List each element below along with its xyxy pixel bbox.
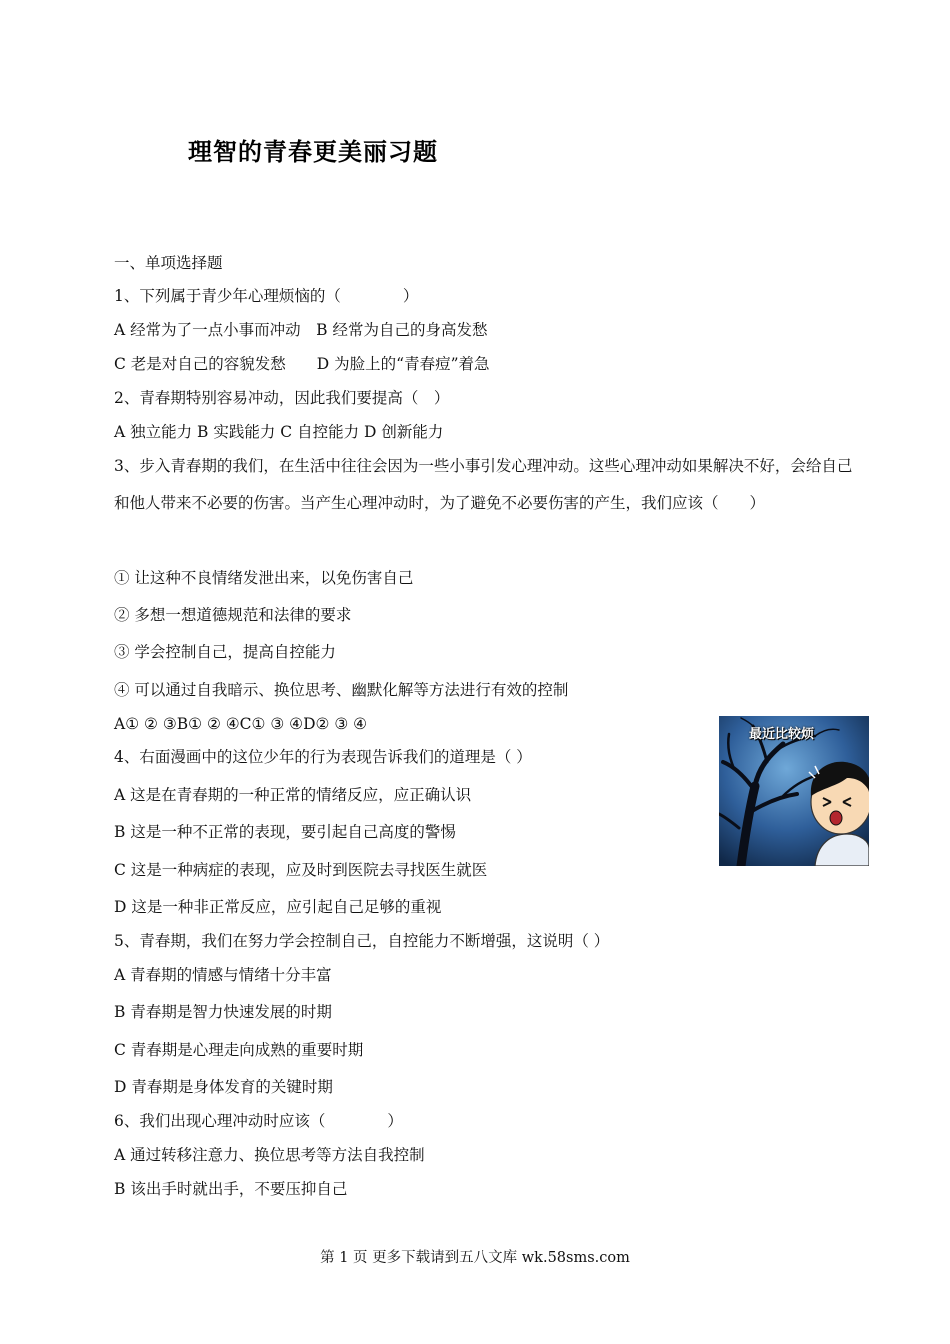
comic-image [719, 716, 869, 866]
question-6-option-a: A 通过转移注意力、换位思考等方法自我控制 [114, 1146, 425, 1164]
question-3-item-3: ③ 学会控制自己，提高自控能力 [114, 643, 336, 661]
question-6-option-b: B 该出手时就出手，不要压抑自己 [114, 1180, 348, 1198]
question-4-option-b: B 这是一种不正常的表现，要引起自己高度的警惕 [114, 823, 456, 841]
question-1-options-ab: A 经常为了一点小事而冲动 B 经常为自己的身高发愁 [114, 321, 488, 339]
question-5-option-d: D 青春期是身体发育的关键时期 [114, 1078, 333, 1096]
question-6-stem: 6、我们出现心理冲动时应该（ ） [114, 1112, 403, 1130]
question-3-item-2: ② 多想一想道德规范和法律的要求 [114, 606, 352, 624]
question-3-options: A① ② ③B① ② ④C① ③ ④D② ③ ④ [114, 715, 368, 733]
question-5-option-c: C 青春期是心理走向成熟的重要时期 [114, 1041, 364, 1059]
question-4-stem: 4、右面漫画中的这位少年的行为表现告诉我们的道理是（ ） [114, 748, 532, 766]
page-footer: 第 1 页 更多下载请到五八文库 wk.58sms.com [320, 1250, 630, 1266]
question-3-item-4: ④ 可以通过自我暗示、换位思考、幽默化解等方法进行有效的控制 [114, 681, 569, 699]
question-2-options: A 独立能力 B 实践能力 C 自控能力 D 创新能力 [114, 423, 444, 441]
question-4-option-a: A 这是在青春期的一种正常的情绪反应，应正确认识 [114, 786, 472, 804]
section-heading: 一、单项选择题 [114, 254, 223, 272]
question-5-option-b: B 青春期是智力快速发展的时期 [114, 1003, 332, 1021]
question-3-stem: 3、步入青春期的我们，在生活中往往会因为一些小事引发心理冲动。这些心理冲动如果解决不好，会给自己和他人带来不必要的伤害。当产生心理冲动时，为了避免不必要伤害的产生，我们应该（ ） [114, 457, 853, 512]
question-2-stem: 2、青春期特别容易冲动，因此我们要提高（ ） [114, 389, 450, 407]
page-title: 理智的青春更美丽习题 [188, 138, 438, 166]
question-5-option-a: A 青春期的情感与情绪十分丰富 [114, 966, 332, 984]
question-1-stem: 1、下列属于青少年心理烦恼的（ ） [114, 287, 419, 305]
question-4-option-c: C 这是一种病症的表现，应及时到医院去寻找医生就医 [114, 861, 488, 879]
question-4-option-d: D 这是一种非正常反应，应引起自己足够的重视 [114, 898, 442, 916]
question-1-options-cd: C 老是对自己的容貌发愁 D 为脸上的“青春痘”着急 [114, 355, 490, 373]
question-3-item-1: ① 让这种不良情绪发泄出来，以免伤害自己 [114, 569, 414, 587]
question-5-stem: 5、青春期，我们在努力学会控制自己，自控能力不断增强，这说明（ ） [114, 932, 610, 950]
comic-caption: 最近比较烦 [749, 727, 815, 742]
